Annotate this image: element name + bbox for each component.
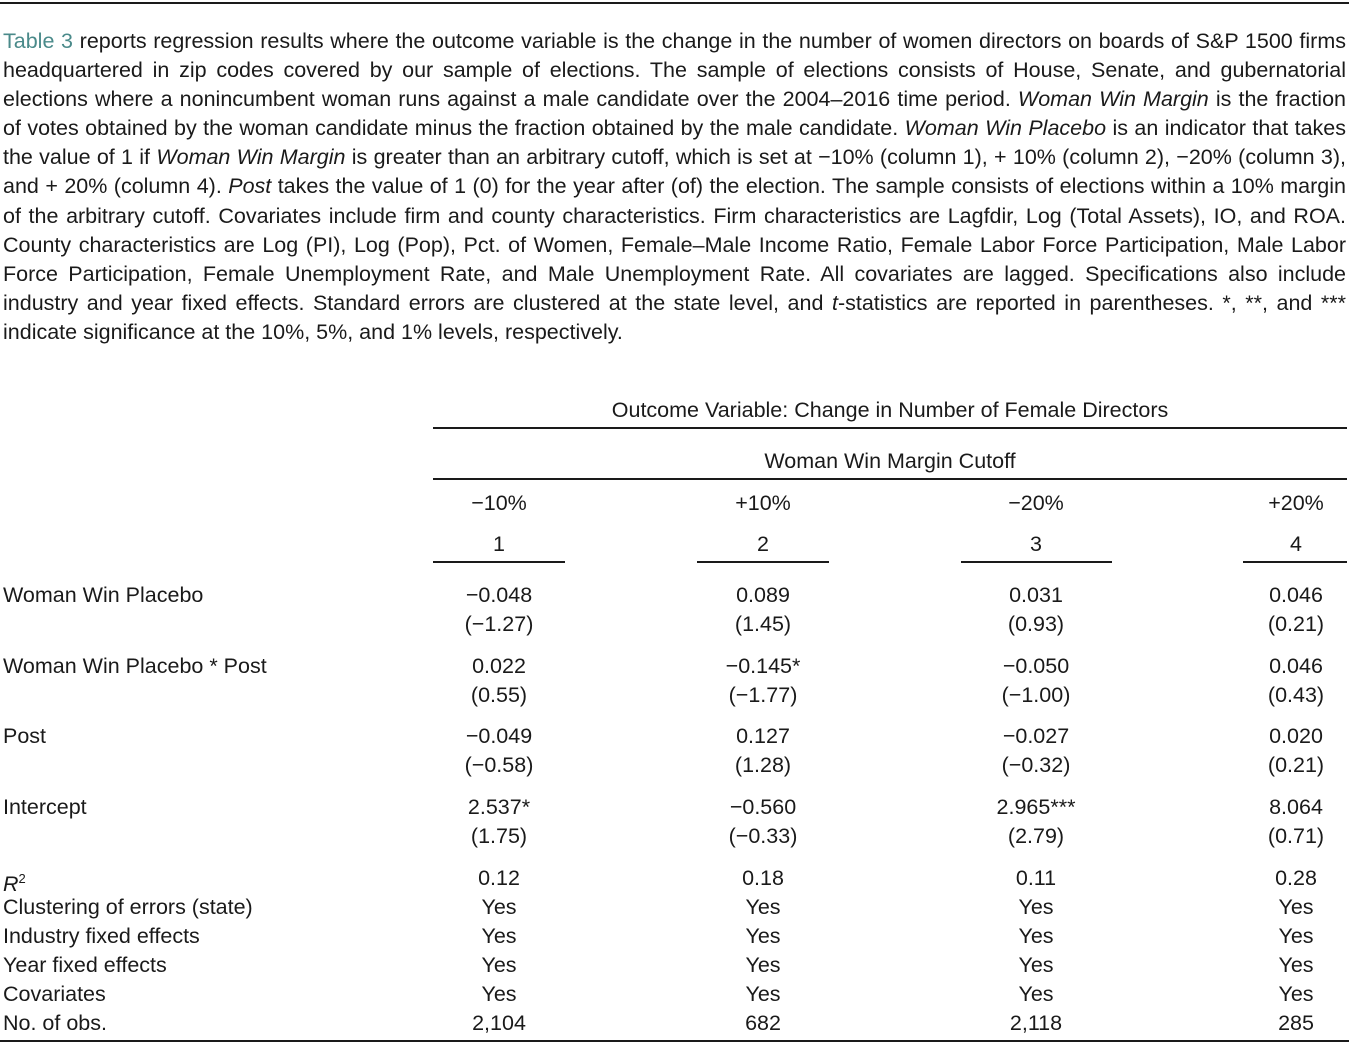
t-statistic: (−0.58) bbox=[464, 753, 534, 777]
column-rule bbox=[697, 561, 829, 563]
column-rule bbox=[1243, 561, 1347, 563]
t-statistic: (0.71) bbox=[1267, 824, 1325, 848]
caption-text: is an indicator that takes the value of 1 if bbox=[3, 116, 1347, 170]
column-number: 2 bbox=[757, 532, 769, 556]
coefficient: 0.031 bbox=[1009, 583, 1063, 607]
column-number: 4 bbox=[1290, 532, 1302, 556]
r-squared-value: 0.11 bbox=[1015, 866, 1057, 890]
coefficient: −0.049 bbox=[465, 724, 533, 748]
row-label: Woman Win Placebo * Post bbox=[3, 654, 267, 678]
footer-label: Clustering of errors (state) bbox=[3, 895, 253, 919]
r-squared-value: 0.28 bbox=[1275, 866, 1317, 890]
t-statistic: (1.45) bbox=[734, 612, 792, 636]
footer-value: Yes bbox=[745, 953, 781, 977]
t-statistic: (0.21) bbox=[1267, 612, 1325, 636]
caption-italic: Woman Win Margin bbox=[156, 145, 346, 170]
row-label: Intercept bbox=[3, 795, 87, 819]
t-statistic: (0.55) bbox=[470, 683, 528, 707]
coefficient: −0.050 bbox=[1002, 654, 1070, 678]
coefficient: 0.046 bbox=[1269, 654, 1323, 678]
footer-value: Yes bbox=[1278, 953, 1314, 977]
r-squared-value: 0.18 bbox=[742, 866, 784, 890]
footer-value: Yes bbox=[1018, 924, 1054, 948]
t-statistic: (−1.77) bbox=[728, 683, 798, 707]
footer-value: Yes bbox=[745, 895, 781, 919]
coefficient: 2.537* bbox=[467, 795, 531, 819]
caption-text: is the fraction of votes obtained by the woman candidate minus the fraction obtained by the male candidate. bbox=[3, 87, 1346, 141]
footer-value: Yes bbox=[481, 895, 517, 919]
footer-value: Yes bbox=[481, 953, 517, 977]
footer-label: Industry fixed effects bbox=[3, 924, 200, 948]
outcome-header: Outcome Variable: Change in Number of Female Directors bbox=[611, 398, 1169, 422]
row-label: Post bbox=[3, 724, 47, 748]
caption-italic: Post bbox=[228, 174, 272, 199]
coefficient: 8.064 bbox=[1269, 795, 1323, 819]
coefficient: 0.046 bbox=[1269, 583, 1323, 607]
footer-label: No. of obs. bbox=[3, 1011, 107, 1035]
r-squared-value: 0.12 bbox=[478, 866, 520, 890]
header-rule bbox=[433, 478, 1347, 480]
t-statistic: (2.79) bbox=[1007, 824, 1065, 848]
caption-text: is greater than an arbitrary cutoff, which is set at −10% (column 1), + 10% (column 2), −20% (column 3), and + 20% (column 4). bbox=[3, 145, 1346, 199]
header-rule bbox=[433, 427, 1347, 429]
footer-value: Yes bbox=[1278, 895, 1314, 919]
caption-text: reports regression results where the outcome variable is the change in the number of women directors on boards of S&P 1500 firms headquartered in zip codes covered by our sample of elections. The sample of elections consists of House, Senate, and gubernatorial elections where a nonincumbent woman runs against a male candidate over the 2004–2016 time period. bbox=[3, 29, 1346, 112]
bottom-rule bbox=[0, 1040, 1349, 1042]
cutoff-label: +10% bbox=[735, 491, 791, 515]
t-statistic: (0.93) bbox=[1007, 612, 1065, 636]
footer-value: Yes bbox=[745, 924, 781, 948]
footer-value: Yes bbox=[481, 982, 517, 1006]
t-statistic: (1.75) bbox=[470, 824, 528, 848]
footer-value: Yes bbox=[1018, 895, 1054, 919]
footer-label: Covariates bbox=[3, 982, 106, 1006]
t-statistic: (−1.00) bbox=[1001, 683, 1071, 707]
r-squared-sup: 2 bbox=[18, 871, 26, 886]
t-statistic: (1.28) bbox=[734, 753, 792, 777]
t-statistic: (−0.32) bbox=[1001, 753, 1071, 777]
top-rule bbox=[0, 2, 1349, 4]
footer-value: Yes bbox=[745, 982, 781, 1006]
cutoff-label: −20% bbox=[1008, 491, 1064, 515]
caption-italic: Woman Win Margin bbox=[1017, 87, 1209, 112]
caption-text: -statistics are reported in parentheses. *, **, and *** indicate significance at the 10%, 5%, and 1% levels, respectively. bbox=[3, 290, 1347, 344]
footer-value: 285 bbox=[1278, 1011, 1314, 1035]
column-number: 1 bbox=[493, 532, 505, 556]
footer-label: Year fixed effects bbox=[3, 953, 167, 977]
r-squared-base: R bbox=[3, 872, 19, 897]
coefficient: 2.965*** bbox=[996, 795, 1076, 819]
column-rule bbox=[433, 561, 565, 563]
footer-value: Yes bbox=[481, 924, 517, 948]
footer-value: Yes bbox=[1018, 953, 1054, 977]
caption-italic: t bbox=[831, 290, 838, 315]
coefficient: 0.127 bbox=[736, 724, 790, 748]
footer-value: Yes bbox=[1278, 982, 1314, 1006]
t-statistic: (0.21) bbox=[1267, 753, 1325, 777]
coefficient: −0.145* bbox=[725, 654, 801, 678]
table-link[interactable]: Table 3 bbox=[3, 29, 74, 53]
coefficient: 0.089 bbox=[736, 583, 790, 607]
column-rule bbox=[961, 561, 1112, 563]
coefficient: −0.027 bbox=[1002, 724, 1070, 748]
t-statistic: (−0.33) bbox=[728, 824, 798, 848]
coefficient: −0.560 bbox=[729, 795, 797, 819]
caption-text: takes the value of 1 (0) for the year after (of) the election. The sample consists of elections within a 10% margin of the arbitrary cutoff. Covariates include firm and county characteristics. Firm characteristics are Lagfdir, Log (Total Assets), IO, and ROA. County characteristics are Log (PI), Log (Pop), Pct. of Women, Female–Male Income Ratio, Female Labor Force Participation, Male Labor Force Participation, Female Unemployment Rate, and Male Unemployment Rate. All covariates are lagged. Specifications also include industry and year fixed effects. Standard errors are clustered at the state level, and bbox=[3, 174, 1346, 315]
footer-value: Yes bbox=[1278, 924, 1314, 948]
coefficient: 0.022 bbox=[472, 654, 526, 678]
row-label: Woman Win Placebo bbox=[3, 583, 204, 607]
footer-value: 2,104 bbox=[472, 1011, 526, 1035]
footer-value: 682 bbox=[745, 1011, 781, 1035]
cutoff-label: −10% bbox=[471, 491, 527, 515]
t-statistic: (0.43) bbox=[1267, 683, 1325, 707]
coefficient: −0.048 bbox=[465, 583, 533, 607]
cutoff-label: +20% bbox=[1268, 491, 1324, 515]
footer-value: 2,118 bbox=[1009, 1011, 1063, 1035]
table-caption bbox=[3, 27, 1346, 347]
t-statistic: (−1.27) bbox=[464, 612, 534, 636]
coefficient: 0.020 bbox=[1269, 724, 1323, 748]
footer-value: Yes bbox=[1018, 982, 1054, 1006]
column-number: 3 bbox=[1030, 532, 1042, 556]
caption-italic: Woman Win Placebo bbox=[904, 116, 1107, 141]
cutoff-header: Woman Win Margin Cutoff bbox=[764, 449, 1016, 473]
